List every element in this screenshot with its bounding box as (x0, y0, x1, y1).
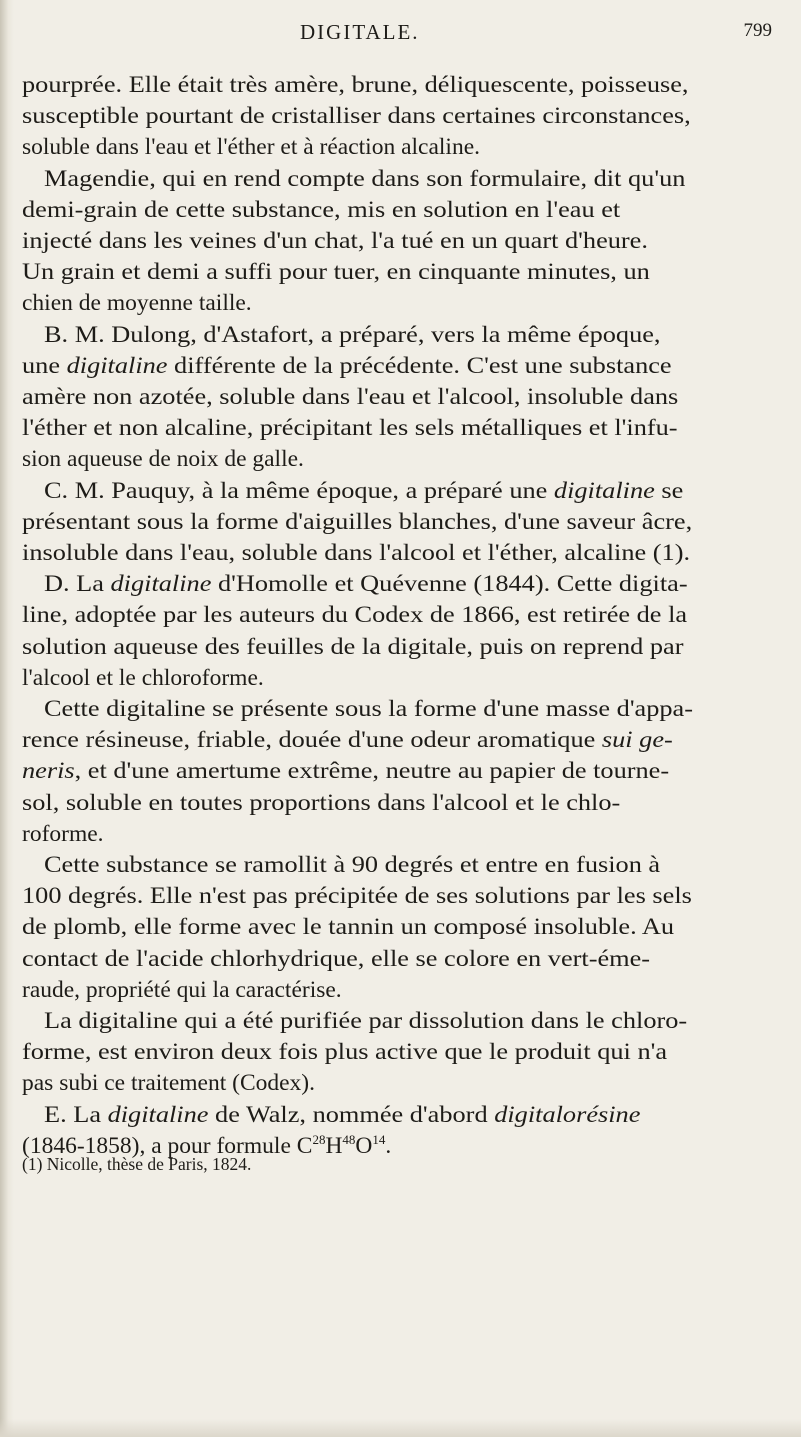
text-line: solution aqueuse des feuilles de la digitale, puis on reprend par (22, 633, 684, 660)
text-line: l'éther et non alcaline, précipitant les sels métalliques et l'infu- (22, 415, 678, 442)
text-line: présentant sous la forme d'aiguilles blanches, d'une saveur âcre, (22, 508, 693, 535)
text-line: amère non azotée, soluble dans l'eau et l'alcool, insoluble dans (22, 384, 679, 410)
page-edge-shadow (0, 0, 14, 1437)
footnote: (1) Nicolle, thèse de Paris, 1824. (22, 1154, 252, 1174)
text-line: susceptible pourtant de cristalliser dans certaines circonstances, (22, 103, 691, 130)
text-line: Cette digitaline se présente sous la forme d'une masse d'appa- (44, 696, 694, 722)
text-line: line, adoptée par les auteurs du Codex de 1866, est retirée de la (22, 602, 688, 629)
text-line: pourprée. Elle était très amère, brune, déliquescente, poisseuse, (22, 72, 689, 98)
text-line: forme, est environ deux fois plus active que le produit qui n'a (22, 1039, 668, 1066)
text-line: sion aqueuse de noix de galle. (22, 446, 304, 473)
text-line: de plomb, elle forme avec le tannin un composé insoluble. Au (22, 914, 674, 941)
text-line: l'alcool et le chloroforme. (22, 664, 264, 691)
text-line: rence résineuse, friable, douée d'une odeur aromatique sui ge- (22, 727, 673, 754)
text-line: Magendie, qui en rend compte dans son formulaire, dit qu'un (44, 165, 686, 192)
text-line: injecté dans les veines d'un chat, l'a tué en un quart d'heure. (22, 228, 648, 254)
text-line: chien de moyenne taille. (22, 290, 252, 317)
text-line: (1846-1858), a pour formule $C^{28}H^{48}O^{14}$. (22, 1131, 392, 1159)
text-line: roforme. (22, 820, 104, 847)
page-bottom-shadow (0, 1419, 801, 1437)
text-line: soluble dans l'eau et l'éther et à réaction alcaline. (22, 134, 481, 161)
text-line: Cette substance se ramollit à 90 degrés et entre en fusion à (44, 852, 661, 878)
page-number: 799 (743, 20, 772, 41)
text-line: Un grain et demi a suffi pour tuer, en cinquante minutes, un (22, 259, 650, 286)
text-line: pas subi ce traitement (Codex). (22, 1070, 316, 1097)
text-line: E. La digitaline de Walz, nommée d'abord digitalorésine (44, 1101, 641, 1128)
text-line: B. M. Dulong, d'Astafort, a préparé, vers la même époque, (44, 321, 661, 348)
text-line: 100 degrés. Elle n'est pas précipitée de ses solutions par les sels (22, 883, 692, 910)
text-line: demi-grain de cette substance, mis en solution en l'eau et (22, 196, 621, 223)
text-line: sol, soluble en toutes proportions dans l'alcool et le chlo- (22, 789, 621, 816)
text-line: contact de l'acide chlorhydrique, elle se colore en vert-éme- (22, 945, 651, 972)
text-line: C. M. Pauquy, à la même époque, a préparé une digitaline se (44, 477, 684, 504)
text-line: D. La digitaline d'Homolle et Quévenne (1844). Cette digita- (44, 571, 688, 598)
running-title: DIGITALE. (300, 20, 420, 44)
text-line: neris, et d'une amertume extrême, neutre au papier de tourne- (22, 758, 670, 785)
text-line: une digitaline différente de la précédente. C'est une substance (22, 352, 672, 379)
running-head (280, 20, 780, 50)
text-line: La digitaline qui a été purifiée par dissolution dans le chloro- (44, 1008, 688, 1034)
text-line: insoluble dans l'eau, soluble dans l'alcool et l'éther, alcaline (1). (22, 540, 691, 566)
text-line: raude, propriété qui la caractérise. (22, 976, 342, 1003)
